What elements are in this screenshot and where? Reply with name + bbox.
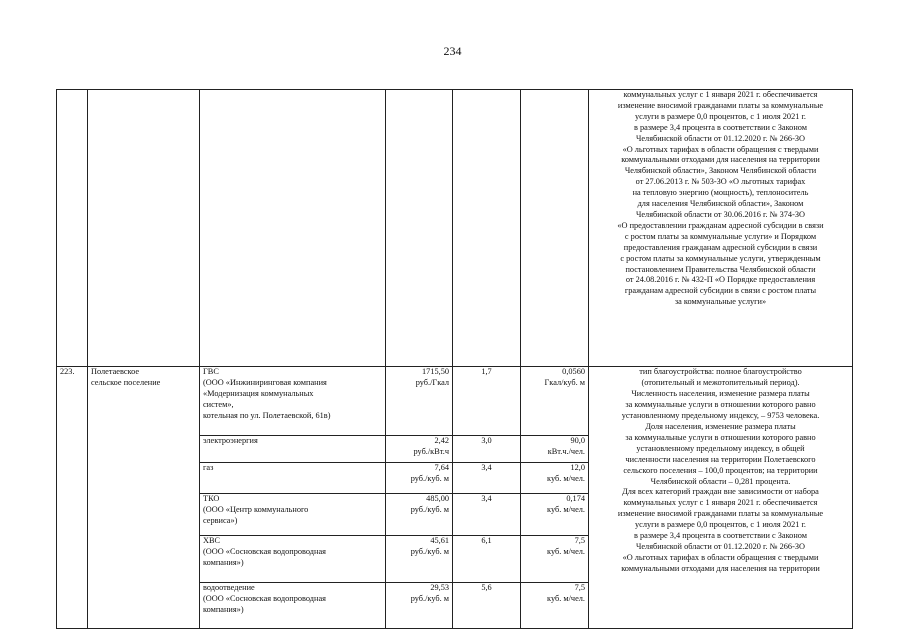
description-line: тип благоустройства: полное благоустройство <box>639 367 802 377</box>
description-line: установленному предельному индексу, – 9753 человека. <box>621 411 820 421</box>
description-line: коммунальных услуг с 1 января 2021 г. обеспечивается <box>623 498 818 508</box>
description-line: изменение вносимой гражданами платы за коммунальные <box>617 100 824 110</box>
description-line: Доля населения, изменение размера платы <box>645 422 796 432</box>
service-name-line: котельная по ул. Полетаевской, 61в) <box>203 411 331 421</box>
service-name-line: ГВС <box>203 367 219 377</box>
description-line: (отопительный и межотопительный период). <box>641 378 800 388</box>
description-line: коммунальными отходами для населения на территории <box>621 563 820 573</box>
description-line: постановлением Правительства Челябинской области <box>625 264 816 274</box>
service-name-line: ТКО <box>203 494 220 504</box>
continued-row <box>57 90 853 367</box>
tariff-line: 2,42 <box>434 436 449 445</box>
tariff-line: руб./куб. м <box>410 594 449 604</box>
service-name-cell <box>200 463 386 494</box>
norm-cell <box>521 436 589 463</box>
description-line: услуги в размере 0,0 процентов, с 1 июля 2021 г. <box>635 520 806 530</box>
norm-cell <box>521 583 589 629</box>
tariff-line: руб./куб. м <box>410 474 449 484</box>
service-name-line: (ООО «Сосновская водопроводная <box>203 547 326 557</box>
description-line: Для всех категорий граждан вне зависимости от набора <box>622 487 819 497</box>
tariff-cell <box>386 436 453 463</box>
description-line: на тепловую энергию (мощность), теплоноситель <box>632 188 809 198</box>
index-cell: 5,6 <box>453 583 521 629</box>
index-cell: 1,7 <box>453 367 521 436</box>
tariff-line: 1715,50 <box>422 367 449 377</box>
description-line: Челябинской области от 30.06.2016 г. № 374-ЗО <box>635 209 805 219</box>
norm-line: куб. м/чел. <box>547 474 585 484</box>
service-name-cell <box>200 583 386 629</box>
service-name-cell <box>200 436 386 463</box>
description-line: установленному предельному индексу, в общей <box>636 443 805 453</box>
description-line: Челябинской области – 0,281 процента. <box>650 476 791 486</box>
description-line: Челябинской области от 01.12.2020 г. № 266-ЗО <box>635 133 805 143</box>
service-name-line: систем», <box>203 400 234 410</box>
prev-municipality-cell <box>88 90 200 367</box>
description-line: сельского поселения – 100,0 процентов; на территории <box>623 465 818 475</box>
tariff-cell <box>386 583 453 629</box>
service-name-line: газ <box>203 463 214 473</box>
norm-cell <box>521 494 589 536</box>
description-cell <box>589 367 853 629</box>
tariff-cell <box>386 463 453 494</box>
service-name-line: сервиса») <box>203 516 238 526</box>
row-number: 223. <box>57 367 88 629</box>
service-name-line: «Модернизация коммунальных <box>203 389 314 399</box>
page-number: 234 <box>443 44 462 58</box>
description-line: Челябинской области от 01.12.2020 г. № 266-ЗО <box>635 541 805 551</box>
description-line: за коммунальные услуги в отношении которого равно <box>625 432 816 442</box>
service-name-line: (ООО «Центр коммунального <box>203 505 309 515</box>
norm-line: 7,5 <box>574 536 585 546</box>
norm-line: куб. м/чел. <box>547 594 585 604</box>
service-name-line: водоотведение <box>203 583 255 593</box>
tariff-line: руб./кВт.ч <box>413 446 449 456</box>
tariff-line: 7,64 <box>434 463 449 473</box>
tariff-line: руб./Гкал <box>415 378 449 388</box>
prev-number-cell <box>57 90 88 367</box>
description-line: численности населения на территории Полетаевского <box>625 454 816 464</box>
description-line: услуги в размере 0,0 процентов, с 1 июля 2021 г. <box>635 111 806 121</box>
index-cell: 3,4 <box>453 463 521 494</box>
norm-line: Гкал/куб. м <box>544 378 585 388</box>
municipality-line: сельское поселение <box>91 378 161 388</box>
norm-line: 0,0560 <box>562 367 585 377</box>
tariff-line: 485,00 <box>426 494 449 504</box>
municipality-line: Полетаевское <box>91 367 140 377</box>
norm-line: 0,174 <box>566 494 585 504</box>
description-line: от 27.06.2013 г. № 503-ЗО «О льготных тарифах <box>635 177 806 187</box>
tariff-line: руб./куб. м <box>410 505 449 515</box>
description-line: «О предоставлении гражданам адресной субсидии в связи <box>617 220 824 230</box>
norm-line: 12,0 <box>570 463 585 473</box>
description-line: за коммунальные услуги» <box>674 297 767 307</box>
tariff-cell <box>386 536 453 583</box>
description-line: с ростом платы за коммунальные услуги» и Порядком <box>624 231 817 241</box>
description-line: Численность населения, изменение размера платы <box>631 389 810 399</box>
norm-cell <box>521 463 589 494</box>
service-name-line: ХВС <box>203 536 221 546</box>
description-line: изменение вносимой гражданами платы за коммунальные <box>617 509 824 519</box>
service-name-cell <box>200 494 386 536</box>
description-line: в размере 3,4 процента в соответствии с Законом <box>633 122 808 132</box>
norm-line: 7,5 <box>574 583 585 593</box>
norm-line: куб. м/чел. <box>547 547 585 557</box>
service-name-line: компания») <box>203 558 244 568</box>
prev-tariff-cell <box>386 90 453 367</box>
tariff-line: 29,53 <box>430 583 449 593</box>
description-line: коммунальными отходами для населения на территории <box>621 155 820 165</box>
tariff-line: 45,61 <box>430 536 449 546</box>
norm-line: 90,0 <box>570 436 585 445</box>
description-line: Челябинской области», Законом Челябинской области <box>624 166 817 176</box>
index-cell: 3,0 <box>453 436 521 463</box>
service-name-cell <box>200 367 386 436</box>
service-row <box>57 367 853 436</box>
norm-line: кВт.ч./чел. <box>547 446 585 456</box>
service-name-line: (ООО «Сосновская водопроводная <box>203 594 326 604</box>
service-name-line: (ООО «Инжиниринговая компания <box>203 378 327 388</box>
service-name-cell <box>200 536 386 583</box>
service-name-line: компания») <box>203 605 244 615</box>
service-name-line: электроэнергия <box>203 436 258 445</box>
tariff-cell <box>386 494 453 536</box>
description-line: в размере 3,4 процента в соответствии с Законом <box>633 531 808 541</box>
description-line: с ростом платы за коммунальные услуги, утвержденным <box>620 253 821 263</box>
description-line: «О льготных тарифах в области обращения с твердыми <box>622 144 819 154</box>
description-line: гражданам адресной субсидии в связи с ростом платы <box>624 286 817 296</box>
norm-cell <box>521 367 589 436</box>
tariff-line: руб./куб. м <box>410 547 449 557</box>
index-cell: 3,4 <box>453 494 521 536</box>
description-line: предоставления гражданам адресной субсидии в связи <box>623 242 818 252</box>
tariff-table <box>56 89 853 629</box>
municipality-cell <box>88 367 200 629</box>
description-line: за коммунальные услуги в отношении которого равно <box>625 400 816 410</box>
description-line: от 24.08.2016 г. № 432-П «О Порядке предоставления <box>625 275 816 285</box>
description-line: для населения Челябинской области», Законом <box>637 199 804 209</box>
description-line: «О льготных тарифах в области обращения с твердыми <box>622 552 819 562</box>
prev-service-cell <box>200 90 386 367</box>
tariff-cell <box>386 367 453 436</box>
prev-description-cell <box>589 90 853 367</box>
description-line: коммунальных услуг с 1 января 2021 г. обеспечивается <box>623 90 818 99</box>
norm-cell <box>521 536 589 583</box>
prev-norm-cell <box>521 90 589 367</box>
index-cell: 6,1 <box>453 536 521 583</box>
norm-line: куб. м/чел. <box>547 505 585 515</box>
prev-index-cell <box>453 90 521 367</box>
